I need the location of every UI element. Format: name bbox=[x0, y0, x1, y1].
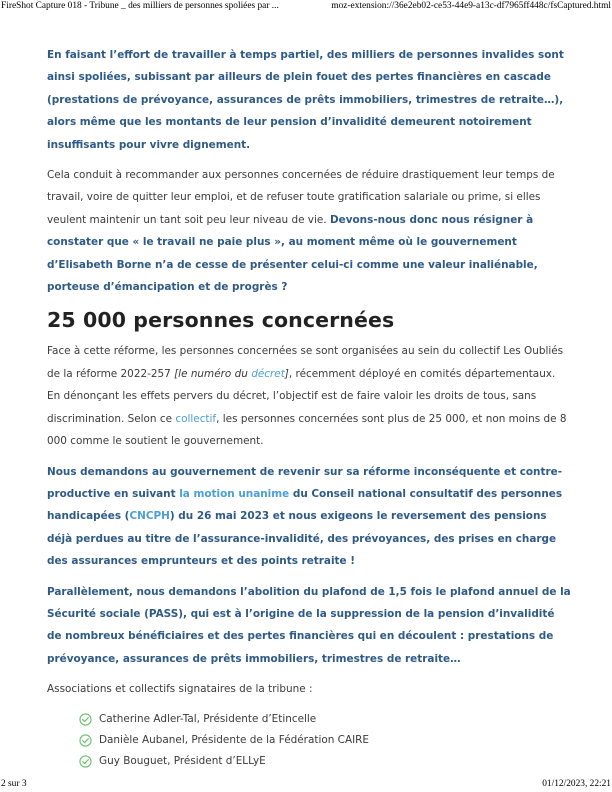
decret-link[interactable]: décret bbox=[251, 367, 285, 380]
print-footer bbox=[0, 778, 612, 792]
paragraph-collectif-c: , les personnes concernées sont plus de 25 000, et non moins de 8 000 comme le soutient le gouvernement. bbox=[47, 412, 567, 448]
paragraph-lead-spoliation: En faisant l’effort de travailler à temps partiel, des milliers de personnes invalides sont ainsi spoliées, subissant par ailleurs de plein fouet des pertes financières en cascade (prestations de prévoyance, assurances de prêts immobiliers, trimestres de retraite…), alors même que les montants de leur pension d’invalidité demeurent notoirement insuffisants pour vivre dignement. bbox=[47, 49, 564, 151]
paragraph-collectif bbox=[47, 340, 571, 452]
check-circle-icon bbox=[79, 734, 92, 747]
list-item bbox=[79, 751, 571, 772]
signatories-list bbox=[47, 709, 571, 772]
motion-unanime-link[interactable]: la motion unanime bbox=[179, 487, 290, 500]
paragraph-consequences-text: Cela conduit à recommander aux personnes concernées de réduire drastiquement leur temps de travail, voire de quitter leur emploi, et de refuser toute gratification salariale ou prime, si elles veulent maintenir un tant soit peu leur niveau de vie. bbox=[47, 169, 555, 226]
check-circle-icon bbox=[79, 755, 92, 768]
paragraph-consequences bbox=[47, 164, 571, 298]
cncph-link[interactable]: CNCPH bbox=[129, 510, 170, 523]
collectif-link[interactable]: collectif bbox=[175, 412, 217, 425]
decret-note-open: [le numéro du bbox=[174, 367, 252, 380]
paragraph-demands-a: Nous demandons au gouvernement de revenir sur sa réforme inconséquente et contre-productive en suivant bbox=[47, 465, 563, 500]
paragraph-collectif-a: Face à cette réforme, les personnes concernées se sont organisées au sein du collectif Les Oubliés de la réforme 2022-257 bbox=[47, 345, 564, 380]
signatory-name: Danièle Aubanel, Présidente de la Fédération CAIRE bbox=[99, 733, 370, 746]
print-header-title: FireShot Capture 018 - Tribune _ des milliers de personnes spoliées par ... bbox=[1, 1, 279, 11]
paragraph-collectif-b: , récemment déployé en comités départementaux. En dénonçant les effets pervers du décret, l’objectif est de faire valoir les droits de tous, sans discrimination. Selon ce bbox=[47, 367, 556, 425]
paragraph-demands-c: ) du 26 mai 2023 et nous exigeons le reversement des pensions déjà perdues au titre de l’assurance-invalidité, des prévoyances, des prises en charge des assurances emprunteurs et des points retraite ! bbox=[47, 510, 557, 568]
signatory-name: Catherine Adler-Tal, Présidente d’Etincelle bbox=[99, 712, 317, 725]
list-item bbox=[79, 709, 571, 730]
paragraph-pass-ceiling: Parallèlement, nous demandons l’abolition du plafond de 1,5 fois le plafond annuel de la Sécurité sociale (PASS), qui est à l’origine de la suppression de la pension d’invalidité de nombreux bénéficiaires et des pertes financières qui en découlent : prestations de prévoyance, assurances de prêts immobiliers, trimestres de retraite… bbox=[47, 585, 571, 665]
print-header-url: moz-extension://36e2eb02-ce53-44e9-a13c-df7965ff448c/fsCaptured.html bbox=[331, 1, 611, 11]
paragraph-demands-b: du Conseil national consultatif des personnes handicapées ( bbox=[47, 487, 563, 523]
print-header bbox=[0, 0, 612, 14]
paragraph-signatories-intro: Associations et collectifs signataires de la tribune : bbox=[47, 683, 313, 696]
decret-note-close: ] bbox=[284, 367, 289, 380]
check-circle-icon bbox=[79, 713, 92, 726]
section-heading: 25 000 personnes concernées bbox=[47, 308, 395, 333]
signatory-name: Guy Bouguet, Président d’ELLyE bbox=[99, 754, 266, 767]
article-body bbox=[47, 44, 571, 772]
print-datetime: 01/12/2023, 22:21 bbox=[542, 779, 611, 789]
page-number: 2 sur 3 bbox=[1, 779, 27, 789]
paragraph-consequences-question: Devons-nous donc nous résigner à constater que « le travail ne paie plus », au moment même où le gouvernement d’Elisabeth Borne n’a de cesse de présenter celui-ci comme une valeur inaliénable, porteuse d’émancipation et de progrès ? bbox=[47, 213, 538, 294]
paragraph-demands bbox=[47, 461, 571, 573]
list-item bbox=[79, 730, 571, 751]
